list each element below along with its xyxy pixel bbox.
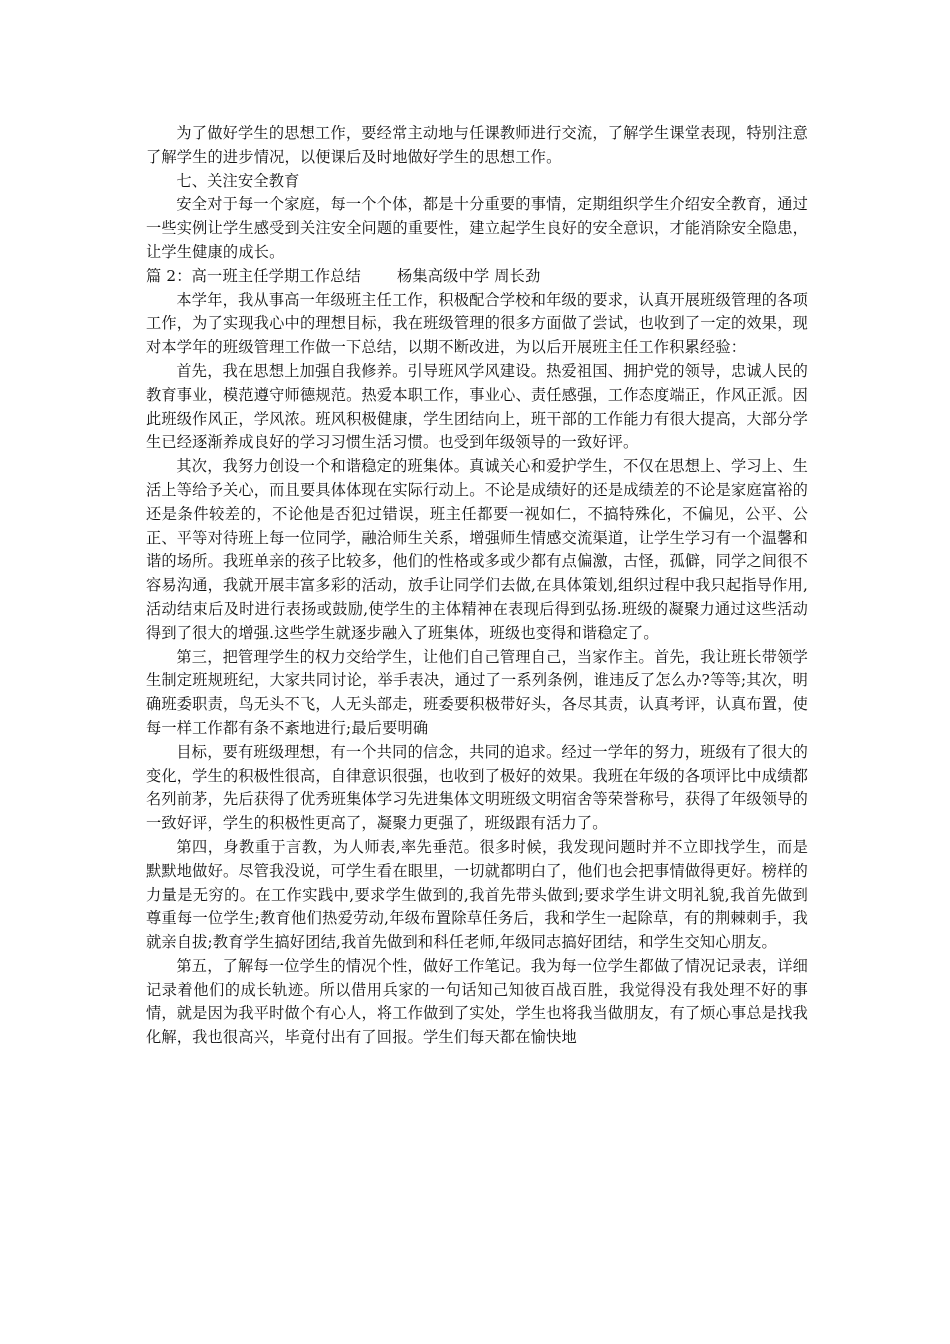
paragraph-safety: 安全对于每一个家庭，每一个个体，都是十分重要的事情，定期组织学生介绍安全教育，通过一些实例让学生感受到关注安全问题的重要性，建立起学生良好的安全意识，才能消除安全隐患，让学生健康的成长。 (146, 195, 808, 261)
paragraph-second: 其次，我努力创设一个和谐稳定的班集体。真诚关心和爱护学生，不仅在思想上、学习上、生活上等给予关心，而且要具体体现在实际行动上。不论是成绩好的还是成绩差的不论是家庭富裕的还是条件较差的，不论他是否犯过错误，班主任都要一视如仁，不搞特殊化，不偏见，公平、公正、平等对待班上每一位同学，融洽师生关系，增强师生情感交流渠道，让学生学习有一个温馨和谐的场所。我班单亲的孩子比较多，他们的性格或多或少都有点偏激，古怪，孤僻，同学之间很不容易沟通，我就开展丰富多彩的活动，放手让同学们去做,在具体策划,组织过程中我只起指导作用,活动结束后及时进行表扬或鼓励,使学生的主体精神在表现后得到弘扬.班级的凝聚力通过这些活动得到了很大的增强.这些学生就逐步融入了班集体，班级也变得和谐稳定了。 (146, 457, 808, 642)
section-heading-safety-education: 七、关注安全教育 (176, 171, 300, 190)
paragraph-intro: 本学年，我从事高一年级班主任工作，积极配合学校和年级的要求，认真开展班级管理的各项工作，为了实现我心中的理想目标，我在班级管理的很多方面做了尝试，也收到了一定的效果，现对本学年的班级管理工作做一下总结，以期不断改进，为以后开展班主任工作积累经验： (146, 290, 808, 357)
paragraph-fifth: 第五，了解每一位学生的情况个性，做好工作笔记。我为每一位学生都做了情况记录表，详细记录着他们的成长轨迹。所以借用兵家的一句话知己知彼百战百胜，我觉得没有我处理不好的事情，就是因为我平时做个有心人，将工作做到了实处，学生也将我当做朋友，有了烦心事总是找我化解，我也很高兴，毕竟付出有了回报。学生们每天都在愉快地 (146, 956, 808, 1047)
paragraph-first: 首先，我在思想上加强自我修养。引导班风学风建设。热爱祖国、拥护党的领导，忠诚人民的教育事业，模范遵守师德规范。热爱本职工作，事业心、责任感强，工作态度端正，作风正派。因此班级作风正，学风浓。班风积极健康，学生团结向上，班干部的工作能力有很大提高，大部分学生已经逐渐养成良好的学习习惯生活习惯。也受到年级领导的一致好评。 (146, 361, 808, 452)
paragraph-third: 第三，把管理学生的权力交给学生，让他们自己管理自己，当家作主。首先，我让班长带领学生制定班规班纪，大家共同讨论，举手表决，通过了一系列条例，谁违反了怎么办?等等;其次，明确班委职责，鸟无头不飞，人无头部走，班委要积极带好头，各尽其责，认真考评，认真布置，使每一样工作都有条不紊地进行;最后要明确 (146, 647, 808, 737)
article-author: 杨集高级中学 周长劲 (396, 266, 541, 285)
paragraph-goals: 目标，要有班级理想，有一个共同的信念，共同的追求。经过一学年的努力，班级有了很大的变化，学生的积极性很高，自律意识很强，也收到了极好的效果。我班在年级的各项评比中成绩都名列前茅，先后获得了优秀班集体学习先进集体文明班级文明宿舍等荣誉称号，获得了年级领导的一致好评，学生的积极性更高了，凝聚力更强了，班级跟有活力了。 (146, 742, 808, 833)
paragraph-student-thought-work: 为了做好学生的思想工作，要经常主动地与任课教师进行交流，了解学生课堂表现，特别注意了解学生的进步情况，以便课后及时地做好学生的思想工作。 (146, 124, 808, 166)
article-heading (146, 265, 808, 289)
paragraph-fourth: 第四，身教重于言教，为人师表,率先垂范。很多时候，我发现问题时并不立即找学生，而是默默地做好。尽管我没说，可学生看在眼里，一切就都明白了，他们也会把事情做得更好。榜样的力量是无穷的。在工作实践中,要求学生做到的,我首先带头做到;要求学生讲文明礼貌,我首先做到尊重每一位学生;教育他们热爱劳动,年级布置除草任务后，我和学生一起除草，有的荆棘刺手，我就亲自拔;教育学生搞好团结,我首先做到和科任老师,年级同志搞好团结，和学生交知心朋友。 (146, 837, 808, 952)
article-title: 篇 2：高一班主任学期工作总结 (146, 266, 361, 285)
document-page (146, 122, 808, 1050)
